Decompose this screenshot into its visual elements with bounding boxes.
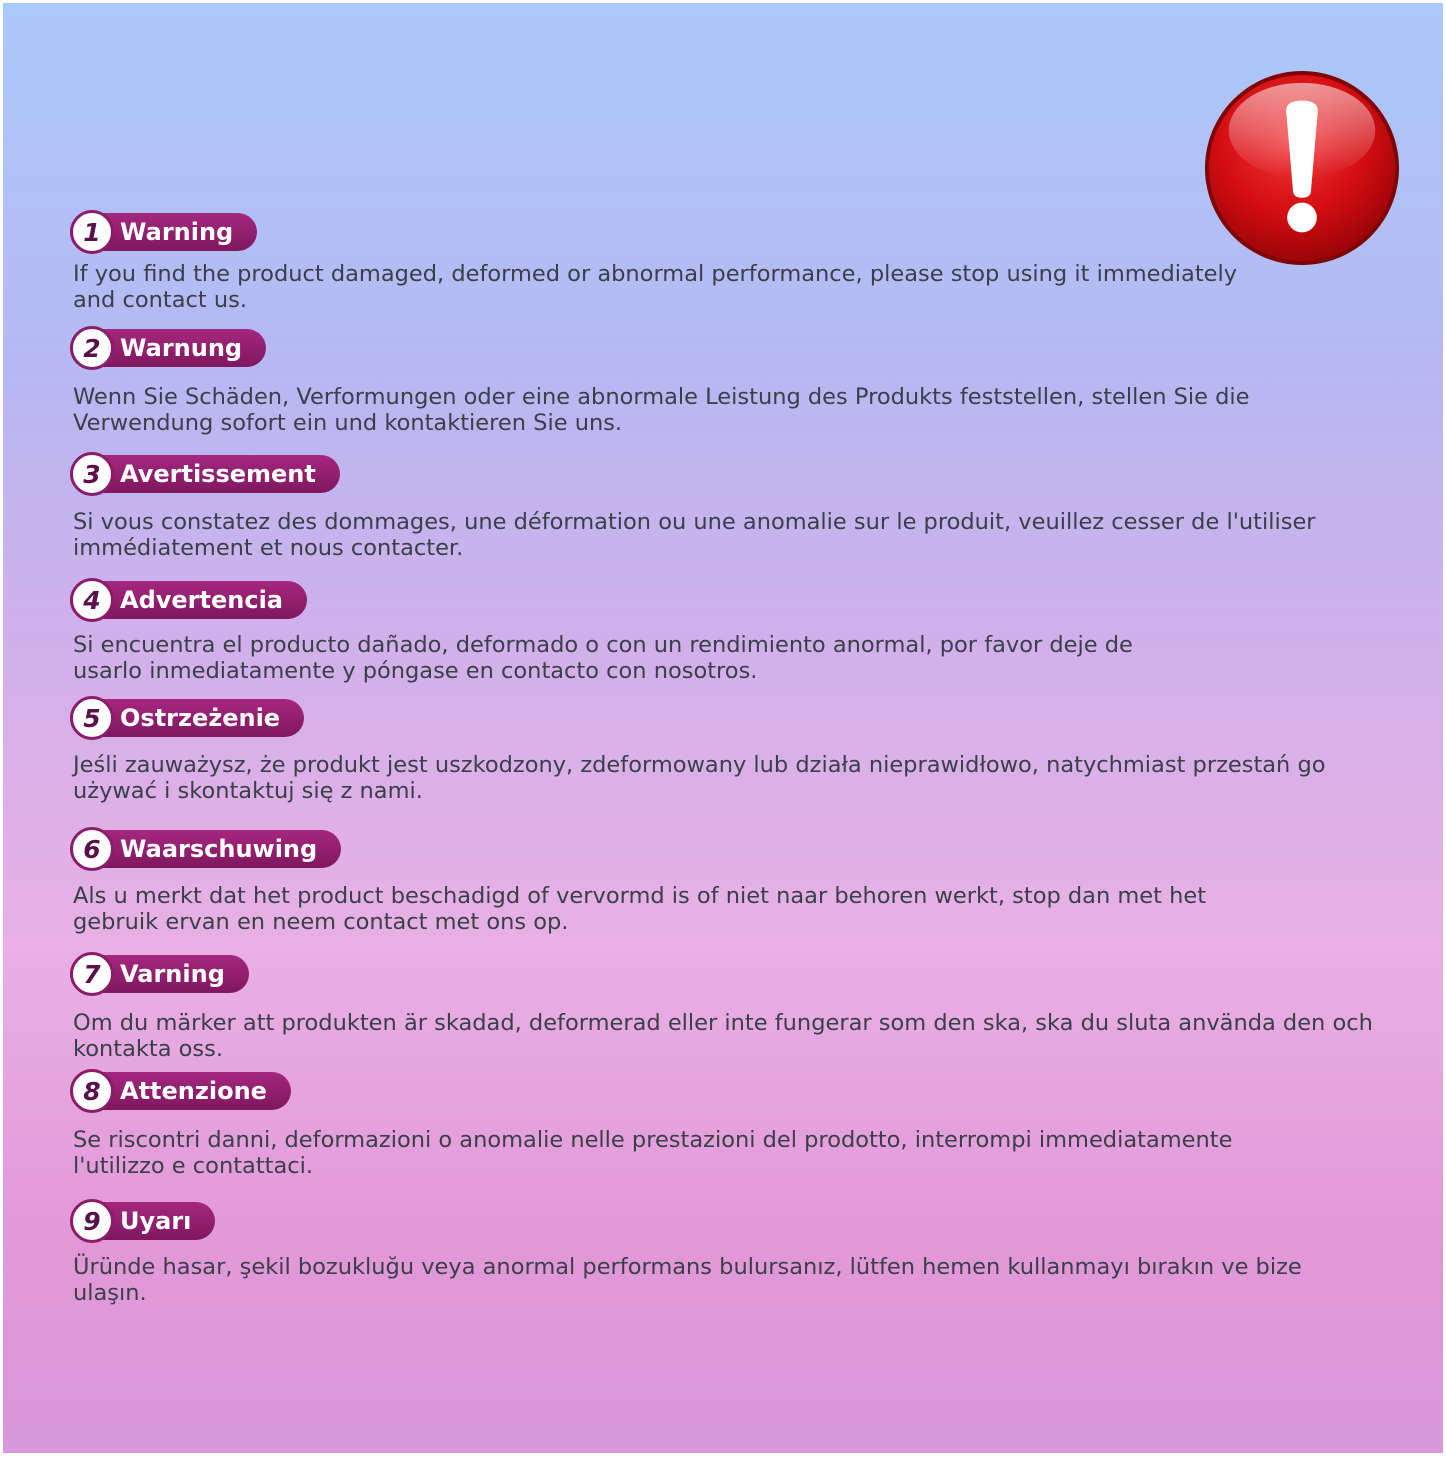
section-line: Se riscontri danni, deformazioni o anomalie nelle prestazioni del prodotto, interrompi immediatamente: [73, 1127, 1233, 1153]
section-warning-it: [70, 1072, 1233, 1179]
section-warning-en: [70, 213, 1238, 313]
warning-card: [3, 3, 1443, 1453]
section-number: 3: [70, 452, 114, 496]
section-badge: [70, 1072, 291, 1110]
section-title: Varning: [120, 960, 225, 988]
section-badge: [70, 1202, 215, 1240]
section-badge: [70, 455, 340, 493]
section-warning-tr: [70, 1202, 1302, 1306]
section-badge: [70, 329, 266, 367]
section-line: kontakta oss.: [73, 1036, 224, 1062]
section-number: 4: [70, 578, 114, 622]
section-badge: [70, 699, 304, 737]
section-line: Wenn Sie Schäden, Verformungen oder eine abnormale Leistung des Produkts feststellen, stellen Sie die: [73, 384, 1250, 410]
section-line: Verwendung sofort ein und kontaktieren Sie uns.: [73, 410, 623, 436]
section-badge: [70, 830, 341, 868]
exclamation-alert-icon: [1203, 69, 1401, 267]
section-line: Si encuentra el producto dañado, deformado o con un rendimiento anormal, por favor deje de: [73, 632, 1133, 658]
section-line: Jeśli zauważysz, że produkt jest uszkodzony, zdeformowany lub działa nieprawidłowo, natychmiast przestań go: [73, 752, 1326, 778]
section-title: Attenzione: [120, 1077, 267, 1105]
section-warning-de: [70, 329, 1250, 436]
section-line: usarlo inmediatamente y póngase en contacto con nosotros.: [73, 658, 758, 684]
section-line: ulaşın.: [73, 1280, 147, 1306]
section-line: If you find the product damaged, deformed or abnormal performance, please stop using it immediately: [73, 261, 1238, 287]
section-warning-nl: [70, 830, 1207, 935]
section-line: Si vous constatez des dommages, une déformation ou une anomalie sur le produit, veuillez cesser de l'utiliser: [73, 509, 1316, 535]
section-number: 9: [70, 1199, 114, 1243]
section-warning-pl: [70, 699, 1326, 804]
section-number: 2: [70, 326, 114, 370]
section-number: 7: [70, 952, 114, 996]
section-title: Ostrzeżenie: [120, 704, 281, 732]
section-line: Als u merkt dat het product beschadigd of vervormd is of niet naar behoren werkt, stop dan met het: [73, 883, 1207, 909]
section-title: Warnung: [120, 334, 243, 362]
section-number: 6: [70, 827, 114, 871]
section-line: Üründe hasar, şekil bozukluğu veya anormal performans bulursanız, lütfen hemen kullanmayı bırakın ve bize: [73, 1254, 1302, 1280]
section-badge: [70, 581, 307, 619]
section-title: Warning: [120, 218, 234, 246]
section-title: Avertissement: [120, 460, 316, 488]
section-warning-sv: [70, 955, 1373, 1062]
section-line: używać i skontaktuj się z nami.: [73, 778, 423, 804]
section-line: l'utilizzo e contattaci.: [73, 1153, 314, 1179]
section-line: immédiatement et nous contacter.: [73, 535, 464, 561]
section-warning-fr: [70, 455, 1316, 561]
section-number: 5: [70, 696, 114, 740]
section-badge: [70, 213, 257, 251]
section-title: Uyarı: [120, 1207, 192, 1235]
section-number: 1: [70, 210, 114, 254]
section-warning-es: [70, 581, 1133, 684]
section-title: Waarschuwing: [120, 835, 318, 863]
section-title: Advertencia: [120, 586, 283, 614]
section-line: and contact us.: [73, 287, 247, 313]
section-line: gebruik ervan en neem contact met ons op.: [73, 909, 569, 935]
section-badge: [70, 955, 249, 993]
section-line: Om du märker att produkten är skadad, deformerad eller inte fungerar som den ska, ska du sluta använda den och: [73, 1010, 1373, 1036]
section-number: 8: [70, 1069, 114, 1113]
